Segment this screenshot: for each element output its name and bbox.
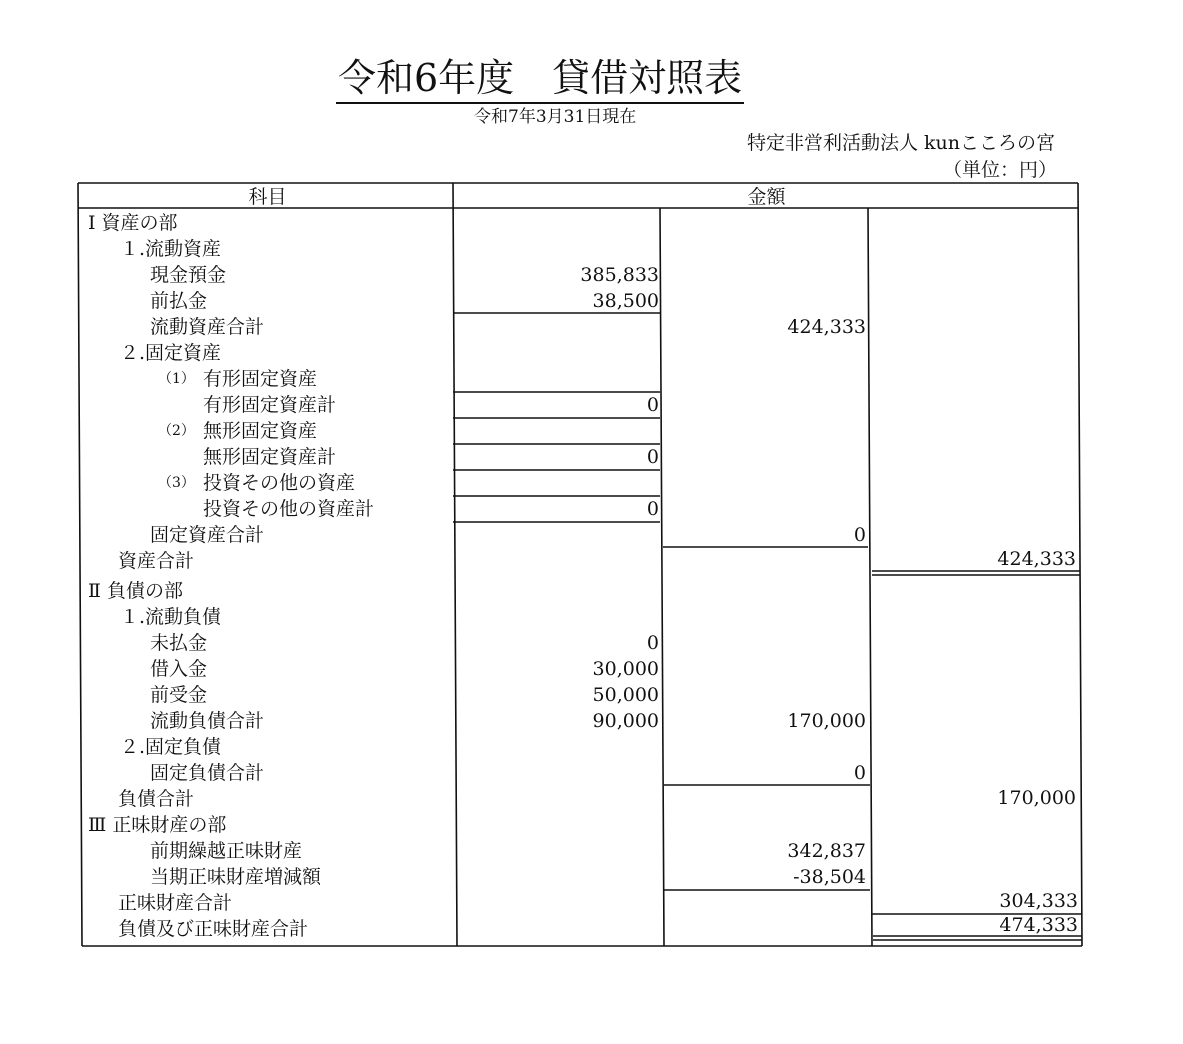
- assets-total-amount: 424,333: [997, 548, 1076, 570]
- intangible-total-label: 無形固定資産計: [203, 446, 337, 468]
- fixed-assets-label: ２.固定資産: [120, 342, 222, 364]
- fixed-liabilities-label: ２.固定負債: [120, 736, 222, 758]
- advances-amount: 50,000: [592, 684, 659, 706]
- current-assets-total-amount: 424,333: [787, 316, 866, 338]
- net-assets-total-label: 正味財産合計: [118, 892, 233, 914]
- intangible-marker: （2）: [158, 423, 195, 439]
- organization-name: 特定非営利活動法人 kunこころの宮: [746, 132, 1055, 154]
- tangible-total-label: 有形固定資産計: [203, 394, 337, 416]
- assets-total-label: 資産合計: [118, 550, 195, 572]
- investments-total-label: 投資その他の資産計: [203, 498, 375, 520]
- current-assets-label: １.流動資産: [120, 238, 222, 260]
- investments-total-amount: 0: [646, 498, 659, 520]
- current-assets-total-label: 流動資産合計: [150, 316, 265, 338]
- tangible-label: 有形固定資産: [203, 368, 318, 390]
- current-liabilities-total-col2: 170,000: [787, 710, 866, 732]
- liabilities-total-label: 負債合計: [118, 788, 195, 810]
- grand-total-amount: 474,333: [999, 914, 1078, 936]
- current-liabilities-total-label: 流動負債合計: [150, 710, 265, 732]
- tangible-marker: （1）: [158, 371, 195, 387]
- liabilities-total-amount: 170,000: [997, 787, 1076, 809]
- prepaid-amount: 38,500: [592, 290, 659, 312]
- prepaid-label: 前払金: [150, 290, 208, 312]
- tangible-total-amount: 0: [646, 394, 659, 416]
- accrued-amount: 0: [646, 632, 659, 654]
- fixed-liabilities-total-label: 固定負債合計: [150, 762, 265, 784]
- accrued-label: 未払金: [150, 632, 208, 654]
- as-of-date: 令和7年3月31日現在: [474, 107, 637, 127]
- investments-marker: （3）: [158, 475, 195, 491]
- intangible-label: 無形固定資産: [203, 420, 318, 442]
- net-assets-section-label: Ⅲ 正味財産の部: [88, 814, 227, 836]
- assets-section-label: Ⅰ 資産の部: [88, 212, 178, 234]
- borrowings-label: 借入金: [150, 658, 208, 680]
- subject-header: 科目: [248, 186, 287, 208]
- net-change-amount: -38,504: [793, 866, 866, 888]
- investments-label: 投資その他の資産: [203, 472, 356, 494]
- fixed-liabilities-total-amount: 0: [853, 762, 866, 784]
- liabilities-section-label: Ⅱ 負債の部: [88, 580, 183, 602]
- current-liabilities-total-col1: 90,000: [592, 710, 659, 732]
- current-liabilities-label: １.流動負債: [120, 606, 222, 628]
- prior-net-assets-amount: 342,837: [787, 840, 866, 862]
- unit-label: （単位：円）: [942, 159, 1057, 181]
- net-change-label: 当期正味財産増減額: [150, 866, 322, 888]
- cash-amount: 385,833: [580, 264, 659, 286]
- borrowings-amount: 30,000: [592, 658, 659, 680]
- grand-total-label: 負債及び正味財産合計: [118, 918, 309, 940]
- fixed-assets-total-amount: 0: [853, 524, 866, 546]
- amount-header: 金額: [747, 186, 786, 208]
- advances-label: 前受金: [150, 684, 208, 706]
- prior-net-assets-label: 前期繰越正味財産: [150, 840, 303, 862]
- cash-label: 現金預金: [150, 264, 227, 286]
- intangible-total-amount: 0: [646, 446, 659, 468]
- net-assets-total-amount: 304,333: [999, 890, 1078, 912]
- fixed-assets-total-label: 固定資産合計: [150, 524, 265, 546]
- document-title: 令和6年度 貸借対照表: [336, 54, 744, 104]
